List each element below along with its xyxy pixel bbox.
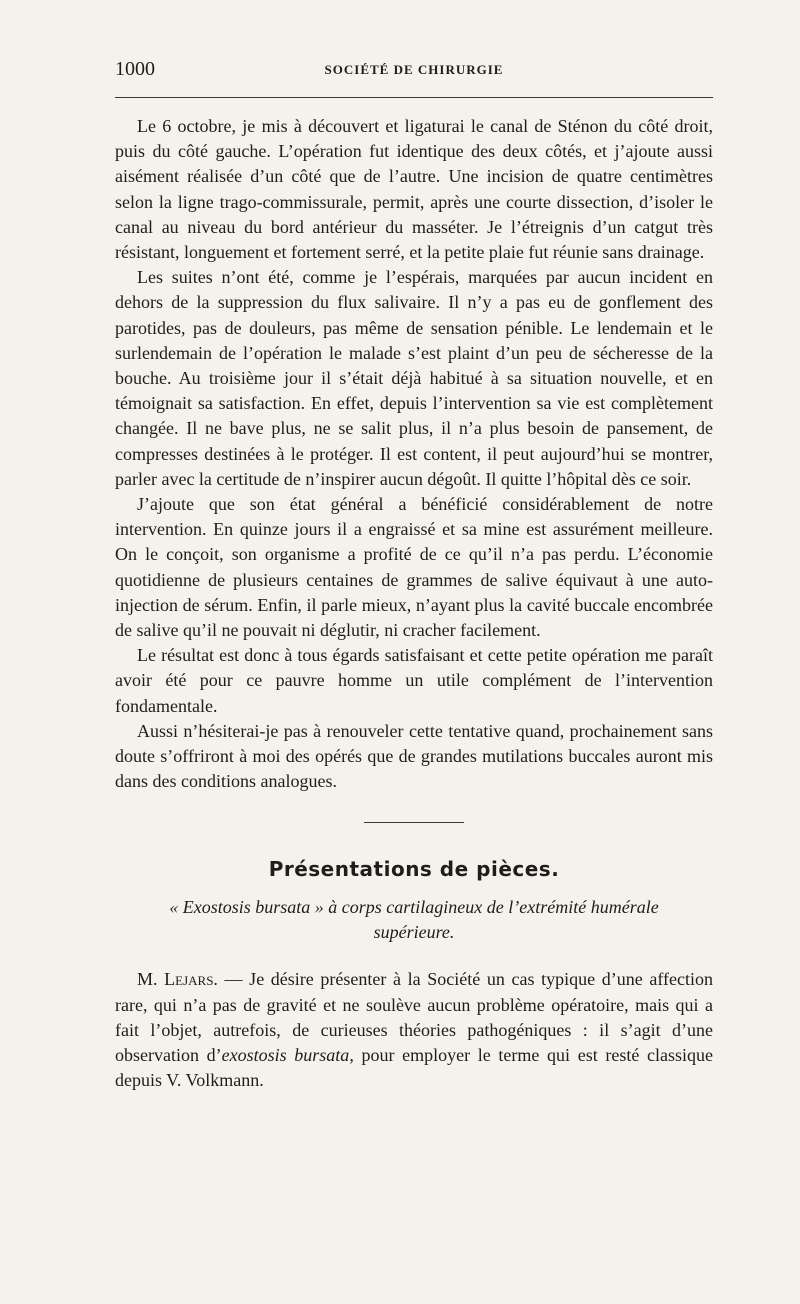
header-rule xyxy=(115,97,713,98)
page-number: 1000 xyxy=(115,58,155,80)
paragraph-1: Le 6 octobre, je mis à découvert et ligaturai le canal de Sténon du côté droit, puis du côté gauche. L’opération fut identique des deux côtés, et j’ajoute aussi aisément réalisée d’un côté que de l’autre. Une incision de quatre centimètres selon la ligne trago-commissurale, permit, après une courte dissection, d’isoler le canal au niveau du bord antérieur du masséter. Je l’étreignis d’un catgut très résistant, longuement et fortement serré, et la petite plaie fut réunie sans drainage. xyxy=(115,116,713,263)
section-title: Présentations de pièces. xyxy=(268,857,560,882)
body-text xyxy=(115,114,713,1094)
page-header xyxy=(115,58,713,88)
paragraph-2: Les suites n’ont été, comme je l’espérais, marquées par aucun incident en dehors de la suppression du flux salivaire. Il n’y a pas eu de gonflement des parotides, pas de douleurs, pas même de sensation pénible. Le lendemain et le surlendemain de l’opération le malade s’est plaint d’un peu de sécheresse de la bouche. Au troisième jour il s’était déjà habitué à sa situation nouvelle, et en témoignait sa satisfaction. En effet, depuis l’intervention sa vie est complètement changée. Il ne bave plus, ne se salit plus, il n’a plus besoin de pansement, de compresses destinées à le protéger. Il est content, il peut aujourd’hui se montrer, parler avec la certitude de n’inspirer aucun dégoût. Il quitte l’hôpital dès ce soir. xyxy=(115,267,713,489)
running-head: SOCIÉTÉ DE CHIRURGIE xyxy=(324,62,504,77)
paragraph-lejars-end: , pour employer le terme qui est resté classique depuis V. Volkmann. xyxy=(115,1045,713,1091)
paragraph-lejars-text: — Je désire présenter à la Société un cas typique d’une affection rare, qui n’a pas de gravité et ne soulève aucun problème opératoire, mais qui a fait l’objet, autrefois, de curieuses théories pathogéniques : il s’agit d’une observation d’ xyxy=(115,969,713,1066)
speaker-name: M. Lejars. xyxy=(137,969,218,990)
paragraph-3: J’ajoute que son état général a bénéficié considérablement de notre intervention. En quinze jours il a engraissé et sa mine est assurément meilleure. On le conçoit, son organisme a profité de ce qu’il n’a pas perdu. L’économie quotidienne de plusieurs centaines de grammes de salive équivaut à une auto-injection de sérum. Enfin, il parle mieux, n’ayant plus la cavité buccale encombrée de salive qu’il ne pouvait ni déglutir, ni cracher facilement. xyxy=(115,494,713,641)
section-separator xyxy=(364,822,464,823)
section-subtitle: « Exostosis bursata » à corps cartilagineux de l’extrémité humérale supérieure. xyxy=(169,897,659,943)
paragraph-4: Le résultat est donc à tous égards satisfaisant et cette petite opération me paraît avoir été pour ce pauvre homme un utile complément de l’intervention fondamentale. xyxy=(115,645,713,716)
italic-term: exostosis bursata xyxy=(221,1045,350,1066)
paragraph-lejars xyxy=(115,967,713,1093)
paragraph-5: Aussi n’hésiterai-je pas à renouveler cette tentative quand, prochainement sans doute s’offriront à moi des opérés que de grandes mutilations buccales auront mis dans des conditions analogues. xyxy=(115,720,713,792)
